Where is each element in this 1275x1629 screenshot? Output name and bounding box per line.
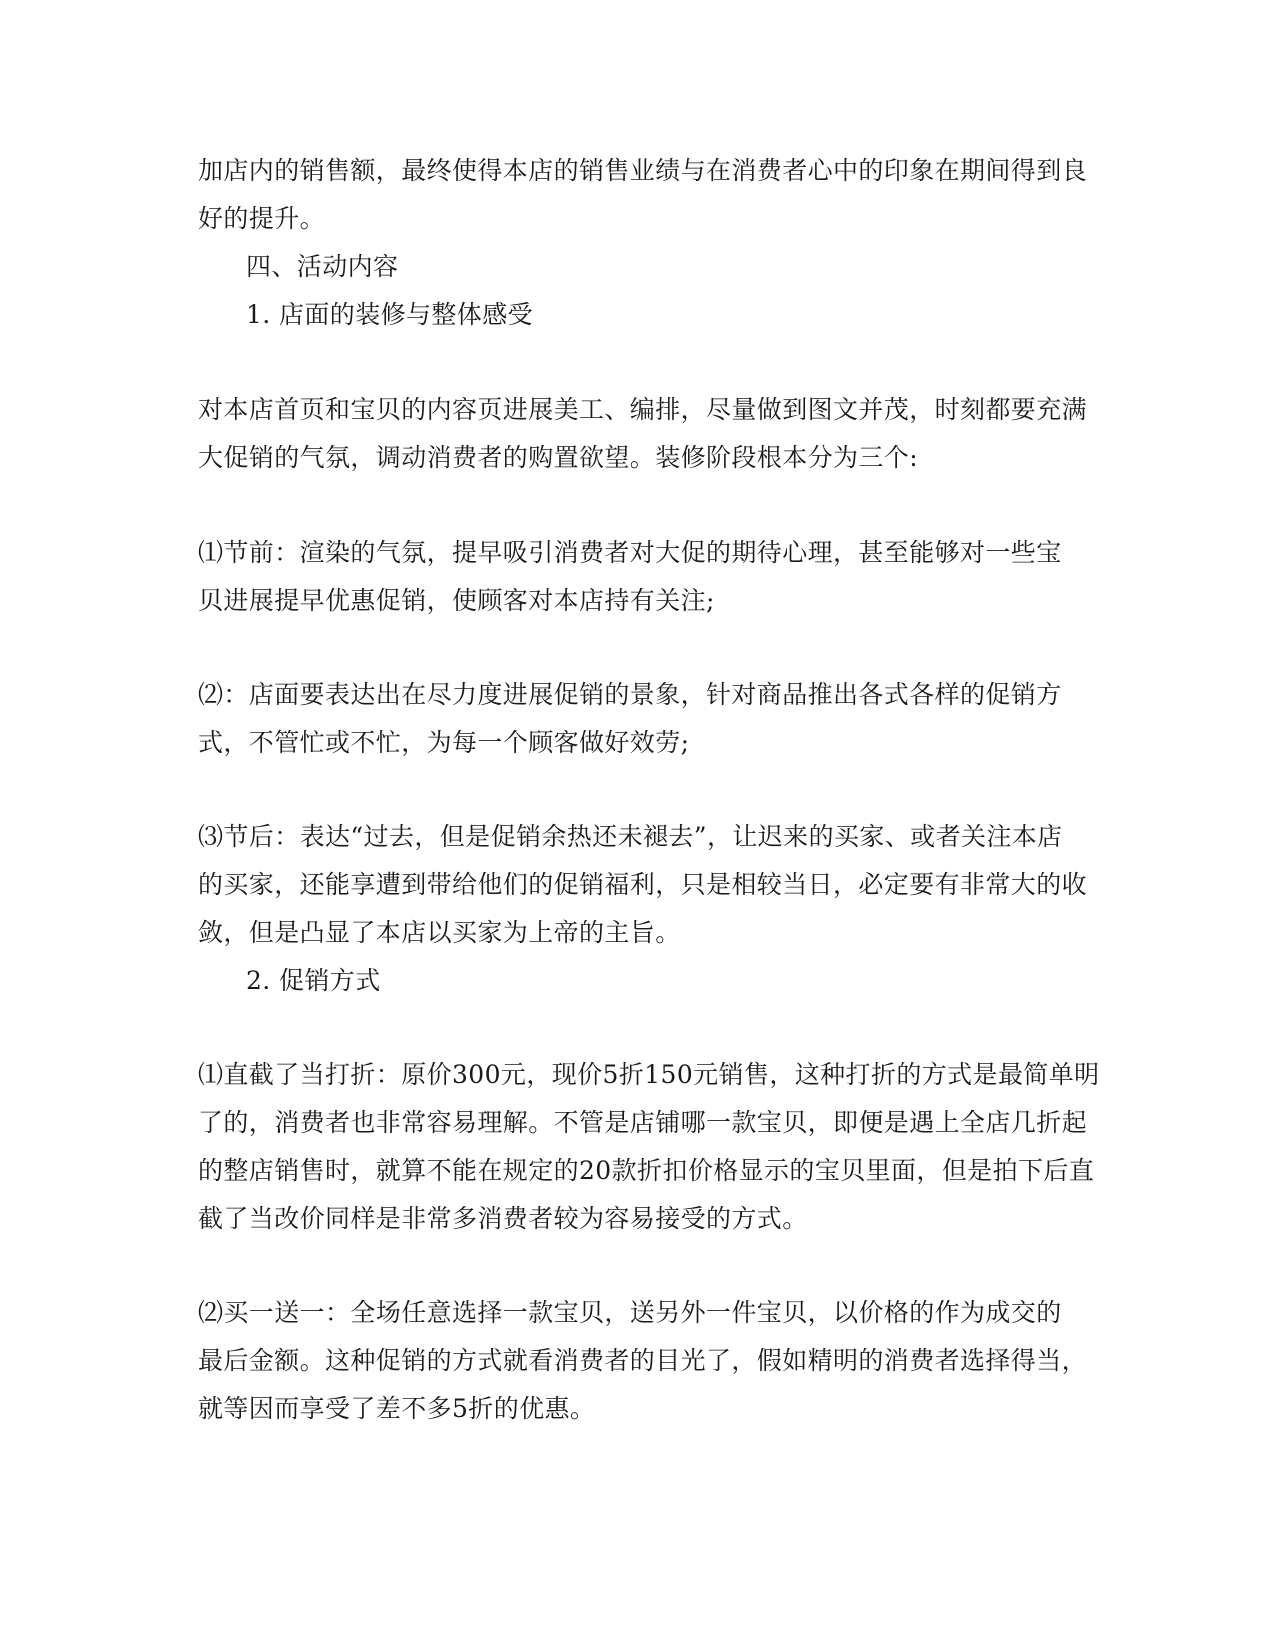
list-item-line: ⑵：店面要表达出在尽力度进展促销的景象，针对商品推出各式各样的促销方 (198, 680, 1062, 709)
list-item-line: 式，不管忙或不忙，为每一个顾客做好效劳; (198, 728, 690, 757)
list-item-line: ⑵买一送一：全场任意选择一款宝贝，送另外一件宝贝，以价格的作为成交的 (198, 1298, 1062, 1327)
body-text-line: 对本店首页和宝贝的内容页进展美工、编排，尽量做到图文并茂，时刻都要充满 (198, 395, 1088, 424)
list-item-line: 的买家，还能享遭到带给他们的促销福利，只是相较当日，必定要有非常大的收 (198, 870, 1088, 899)
list-item-line: 最后金额。这种促销的方式就看消费者的目光了，假如精明的消费者选择得当， (198, 1346, 1088, 1375)
list-item-line: 截了当改价同样是非常多消费者较为容易接受的方式。 (198, 1204, 808, 1233)
section-heading: 四、活动内容 (246, 252, 399, 281)
list-item-line: ⑴节前：渲染的气氛，提早吸引消费者对大促的期待心理，甚至能够对一些宝 (198, 538, 1062, 567)
list-item-line: ⑶节后：表达“过去，但是促销余热还未褪去”，让迟来的买家、或者关注本店 (198, 822, 1063, 851)
body-text-line: 大促销的气氛，调动消费者的购置欲望。装修阶段根本分为三个: (198, 443, 919, 472)
list-item-line: 的整店销售时，就算不能在规定的20款折扣价格显示的宝贝里面，但是拍下后直 (198, 1156, 1095, 1185)
body-text-line: 加店内的销售额，最终使得本店的销售业绩与在消费者心中的印象在期间得到良 (198, 156, 1088, 185)
list-item-line: 敛，但是凸显了本店以买家为上帝的主旨。 (198, 918, 681, 947)
subsection-heading: 2. 促销方式 (246, 966, 381, 995)
list-item-line: ⑴直截了当打折：原价300元，现价5折150元销售，这种打折的方式是最简单明 (198, 1060, 1100, 1089)
subsection-heading: 1. 店面的装修与整体感受 (246, 300, 534, 329)
body-text-line: 好的提升。 (198, 204, 326, 233)
list-item-line: 就等因而享受了差不多5折的优惠。 (198, 1394, 596, 1423)
list-item-line: 贝进展提早优惠促销，使顾客对本店持有关注; (198, 586, 715, 615)
list-item-line: 了的，消费者也非常容易理解。不管是店铺哪一款宝贝，即便是遇上全店几折起 (198, 1108, 1088, 1137)
